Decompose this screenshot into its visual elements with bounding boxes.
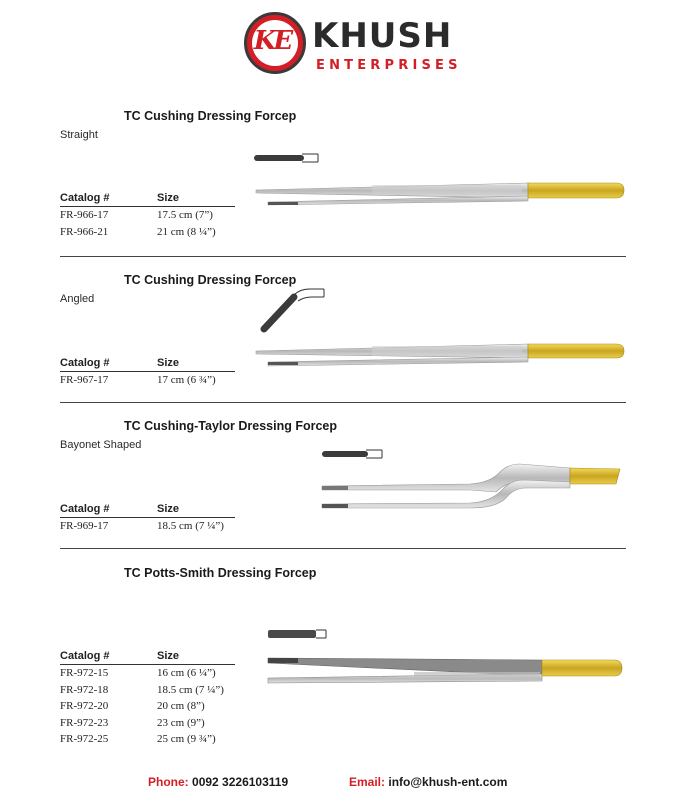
catalog-header: Catalog # (60, 650, 110, 662)
size-value: 20 cm (8”) (157, 700, 205, 712)
forcep-tip-detail (266, 628, 338, 642)
size-value: 16 cm (6 ¼”) (157, 667, 216, 679)
product-title: TC Cushing-Taylor Dressing Forcep (124, 419, 337, 433)
size-value: 17.5 cm (7”) (157, 209, 213, 221)
catalog-number: FR-966-21 (60, 225, 109, 238)
table-header (60, 192, 235, 207)
size-value: 21 cm (8 ¼”) (157, 225, 216, 238)
phone-number[interactable]: 0092 3226103119 (192, 775, 289, 789)
phone-label: Phone: (148, 775, 189, 789)
logo-subtitle: ENTERPRISES (316, 58, 462, 73)
forcep-image (252, 340, 632, 380)
table-row (60, 224, 235, 241)
forcep-image (264, 654, 634, 690)
table-header (60, 650, 235, 665)
catalog-number: FR-972-18 (60, 683, 109, 696)
product-variant: Angled (60, 293, 95, 305)
size-value: 18.5 cm (7 ¼”) (157, 683, 224, 696)
forcep-image (320, 460, 630, 516)
table-row (60, 715, 235, 732)
section-divider (60, 256, 626, 257)
table-header (60, 357, 235, 372)
product-variant: Bayonet Shaped (60, 439, 142, 451)
email-label: Email: (349, 775, 386, 789)
size-header: Size (157, 192, 180, 204)
size-header: Size (157, 357, 180, 369)
email-address[interactable]: info@khush-ent.com (388, 775, 508, 789)
forcep-tip-detail (252, 152, 332, 166)
product-title: TC Cushing Dressing Forcep (124, 273, 297, 287)
catalog-number: FR-966-17 (60, 209, 109, 221)
table-row (60, 731, 235, 748)
catalog-table (60, 192, 235, 240)
table-row (60, 207, 235, 224)
catalog-table (60, 357, 235, 389)
product-variant: Straight (60, 129, 98, 141)
catalog-number: FR-972-20 (60, 700, 109, 712)
catalog-number: FR-972-15 (60, 667, 109, 679)
forcep-image (252, 176, 632, 216)
catalog-number: FR-967-17 (60, 374, 109, 386)
catalog-header: Catalog # (60, 192, 110, 204)
size-value: 23 cm (9”) (157, 716, 205, 729)
logo-name: KHUSH (312, 16, 453, 56)
catalog-header: Catalog # (60, 503, 110, 515)
catalog-number: FR-972-25 (60, 733, 109, 745)
size-value: 18.5 cm (7 ¼”) (157, 520, 224, 532)
table-header (60, 503, 235, 518)
table-row (60, 518, 235, 535)
table-row (60, 682, 235, 699)
size-header: Size (157, 503, 180, 515)
catalog-table (60, 650, 235, 748)
size-value: 25 cm (9 ¾”) (157, 733, 216, 745)
product-title: TC Cushing Dressing Forcep (124, 109, 297, 123)
catalog-number: FR-972-23 (60, 716, 109, 729)
catalog-number: FR-969-17 (60, 520, 109, 532)
section-divider (60, 548, 626, 549)
size-header: Size (157, 650, 180, 662)
email-contact (349, 775, 507, 789)
table-row (60, 698, 235, 715)
logo-monogram: KE (253, 26, 291, 56)
phone-contact (148, 775, 288, 789)
section-divider (60, 402, 626, 403)
company-logo (244, 12, 462, 82)
size-value: 17 cm (6 ¾”) (157, 374, 216, 386)
table-row (60, 372, 235, 389)
product-title: TC Potts-Smith Dressing Forcep (124, 566, 317, 580)
table-row (60, 665, 235, 682)
catalog-table (60, 503, 235, 535)
forcep-tip-detail (258, 285, 330, 337)
catalog-header: Catalog # (60, 357, 110, 369)
